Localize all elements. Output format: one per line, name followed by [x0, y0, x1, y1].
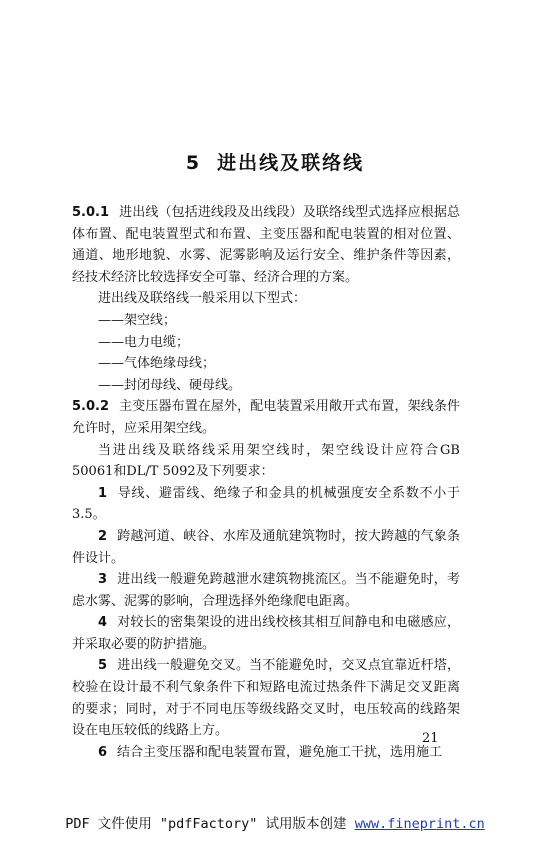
clause-number: 5.0.1 — [72, 205, 110, 220]
list-item: ——架空线； — [98, 312, 177, 328]
item-text: 跨越河道、峡谷、水库及通航建筑物时，按大跨越的气象条件设计。 — [72, 528, 460, 566]
item-text: 进出线一般避免交叉。当不能避免时，交叉点宜靠近杆塔，校验在设计最不利气象条件下和短路电流过热条件下满足交叉距离的要求；同时，对于不同电压等级线路交叉时，电压较高的线路架设在电压较低的线路上方。 — [72, 658, 460, 739]
clause-intro: 进出线及联络线一般采用以下型式： — [98, 291, 307, 307]
page-number: 21 — [422, 731, 439, 746]
body-text — [72, 202, 460, 763]
clause-number: 5.0.2 — [72, 399, 110, 415]
numbered-item — [72, 612, 460, 655]
clause-intro: 当进出线及联络线采用架空线时，架空线设计应符合GB 50061和DL/T 5092及下列要求： — [72, 442, 460, 480]
section-number: 5 — [185, 152, 202, 174]
item-number: 6 — [98, 744, 108, 760]
item-text: 进出线一般避免跨越泄水建筑物挑流区。当不能避免时，考虑水雾、泥雾的影响，合理选择外绝缘爬电距离。 — [72, 572, 460, 609]
clause-text: 主变压器布置在屋外，配电装置采用敞开式布置，架线条件允许时，应采用架空线。 — [72, 399, 460, 436]
numbered-item — [72, 526, 460, 569]
item-text: 对较长的密集架设的进出线校核其相互间静电和电磁感应，并采取必要的防护措施。 — [72, 615, 460, 652]
clause-5-0-2 — [72, 396, 460, 439]
clause-text: 进出线（包括进线段及出线段）及联络线型式选择应根据总体布置、配电装置型式和布置、主变压器和配电装置的相对位置、通道、地形地貌、水雾、泥雾影响及运行安全、维护条件等因素，经技术经济比较选择安全可靠、经济合理的方案。 — [72, 205, 460, 285]
footer-link[interactable]: www.fineprint.cn — [354, 816, 485, 832]
numbered-item — [72, 655, 460, 741]
list-item: ——封闭母线、硬母线。 — [98, 377, 242, 393]
item-text: 结合主变压器和配电装置布置，避免施工干扰，选用施工 — [117, 744, 443, 760]
item-text: 导线、避雷线、绝缘子和金具的机械强度安全系数不小于3.5。 — [72, 485, 460, 523]
pdf-footer — [0, 812, 550, 832]
item-number: 4 — [98, 615, 108, 631]
footer-text: PDF 文件使用 "pdfFactory" 试用版本创建 — [65, 816, 355, 832]
list-item: ——电力电缆； — [98, 334, 190, 350]
section-title: 进出线及联络线 — [217, 152, 365, 174]
item-number: 2 — [98, 528, 108, 544]
item-number: 3 — [98, 572, 108, 588]
list-item: ——气体绝缘母线； — [98, 356, 216, 372]
section-heading — [0, 148, 550, 175]
item-number: 5 — [98, 658, 108, 674]
clause-5-0-1 — [72, 202, 460, 288]
item-number: 1 — [98, 485, 108, 501]
numbered-item — [72, 483, 460, 526]
numbered-item — [72, 569, 460, 612]
numbered-item — [72, 742, 460, 764]
